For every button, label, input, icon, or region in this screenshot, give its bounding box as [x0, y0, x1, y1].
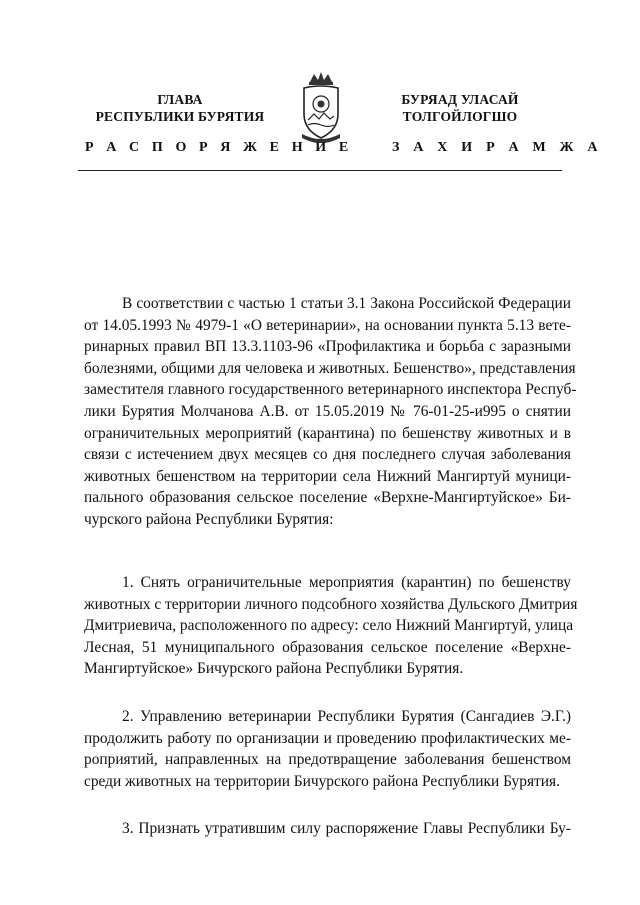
text-line: болезнями, общими для человека и животных. Бешенство», представления: [84, 359, 576, 377]
text-line: животных бешенством на территории села Нижний Мангиртуй муници-: [84, 467, 571, 485]
item-1-paragraph: [84, 572, 578, 680]
text-line: от 14.05.1993 № 4979-1 «О ветеринарии», на основании пункта 5.13 вете-: [84, 316, 571, 334]
header-right-subtitle: ТОЛГОЙЛОГШО: [402, 109, 518, 124]
text-line: пального образования сельское поселение «Верхне-Мангиртуйское» Би-: [84, 489, 571, 507]
text-line: заместителя главного государственного ветеринарного инспектора Респуб-: [84, 381, 577, 399]
header-left-subtitle: РЕСПУБЛИКИ БУРЯТИЯ: [95, 109, 265, 124]
text-line: лики Бурятия Молчанова А.В. от 15.05.2019 № 76-01-25-и995 о снятии: [84, 402, 571, 420]
text-line: ринарных правил ВП 13.3.1103-96 «Профилактика и борьба с заразными: [84, 338, 571, 356]
text-line: роприятий, направленных на предотвращение заболевания бешенством: [84, 751, 571, 769]
header-left: [80, 91, 280, 125]
text-line: 2. Управлению ветеринарии Республики Бурятия (Сангадиев Э.Г.): [122, 708, 571, 725]
text-line: Лесная, 51 муниципального образования сельское поселение «Верхне-: [84, 638, 571, 656]
text-line: ограничительных мероприятий (карантина) по бешенству животных и в: [84, 424, 571, 442]
text-line: Мангиртуйское» Бичурского района Республики Бурятия.: [84, 660, 464, 678]
doc-type-bua: З А Х И Р А М Ж А: [392, 140, 603, 155]
item-3-paragraph: [84, 818, 571, 840]
coat-of-arms-icon: [296, 70, 346, 148]
text-line: 3. Признать утратившим силу распоряжение Главы Республики Бу-: [122, 820, 571, 837]
header-right: [360, 91, 560, 125]
item-2-paragraph: [84, 706, 571, 792]
text-line: животных с территории личного подсобного хозяйства Дульского Дмитрия: [84, 595, 578, 613]
text-line: В соответствии с частью 1 статьи 3.1 Закона Российской Федерации: [122, 295, 571, 312]
text-line: 1. Снять ограничительные мероприятия (карантин) по бешенству: [122, 574, 571, 591]
text-line: Дмитриевича, расположенного по адресу: село Нижний Мангиртуй, улица: [84, 617, 574, 635]
text-line: среди животных на территории Бичурского района Республики Бурятия.: [84, 772, 560, 790]
header-right-title: БУРЯАД УЛАСАЙ: [401, 92, 519, 107]
text-line: чурского района Республики Бурятия:: [84, 510, 334, 528]
text-line: связи с истечением двух месяцев со дня последнего случая заболевания: [84, 446, 571, 464]
header-left-title: ГЛАВА: [157, 92, 203, 107]
doc-type-ru: Р А С П О Р Я Ж Е Н И Е: [85, 140, 353, 155]
preamble-paragraph: [84, 293, 577, 531]
text-line: продолжить работу по организации и проведению профилактических ме-: [84, 729, 571, 747]
header-divider: [78, 170, 562, 171]
